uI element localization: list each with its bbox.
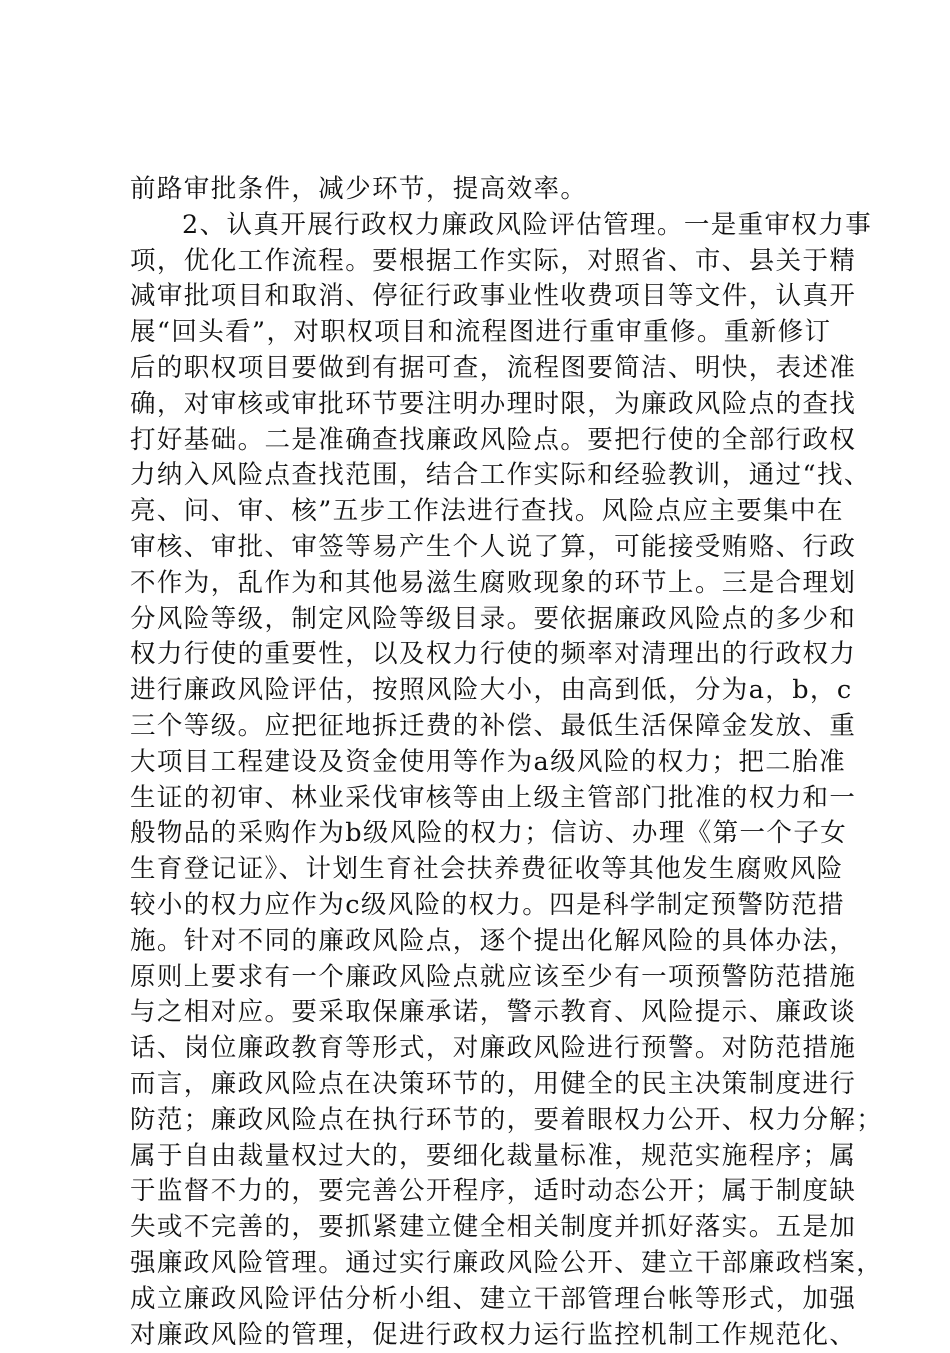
text-line: 确，对审核或审批环节要注明办理时限，为廉政风险点的查找 xyxy=(130,387,840,423)
text-line: 话、岗位廉政教育等形式，对廉政风险进行预警。对防范措施 xyxy=(130,1031,840,1067)
text-line: 原则上要求有一个廉政风险点就应该至少有一项预警防范措施 xyxy=(130,960,840,996)
text-line: 减审批项目和取消、停征行政事业性收费项目等文件，认真开 xyxy=(130,279,840,315)
text-line: 般物品的采购作为b级风险的权力；信访、办理《第一个子女 xyxy=(130,816,840,852)
body-text xyxy=(130,172,840,1353)
paragraph-start-line: 2、认真开展行政权力廉政风险评估管理。一是重审权力事 xyxy=(130,208,840,244)
text-line: 属于自由裁量权过大的，要细化裁量标准，规范实施程序；属 xyxy=(130,1139,840,1175)
text-line: 较小的权力应作为c级风险的权力。四是科学制定预警防范措 xyxy=(130,888,840,924)
text-line: 而言，廉政风险点在决策环节的，用健全的民主决策制度进行 xyxy=(130,1067,840,1103)
text-line: 失或不完善的，要抓紧建立健全相关制度并抓好落实。五是加 xyxy=(130,1210,840,1246)
text-line: 项，优化工作流程。要根据工作实际，对照省、市、县关于精 xyxy=(130,244,840,280)
text-line: 施。针对不同的廉政风险点，逐个提出化解风险的具体办法， xyxy=(130,924,840,960)
text-line: 权力行使的重要性，以及权力行使的频率对清理出的行政权力 xyxy=(130,637,840,673)
text-line: 防范；廉政风险点在执行环节的，要着眼权力公开、权力分解； xyxy=(130,1103,840,1139)
text-line: 三个等级。应把征地拆迁费的补偿、最低生活保障金发放、重 xyxy=(130,709,840,745)
text-line: 进行廉政风险评估，按照风险大小，由高到低，分为a，b，c xyxy=(130,673,840,709)
text-line: 亮、问、审、核”五步工作法进行查找。风险点应主要集中在 xyxy=(130,494,840,530)
text-line: 与之相对应。要采取保廉承诺，警示教育、风险提示、廉政谈 xyxy=(130,995,840,1031)
text-line: 成立廉政风险评估分析小组、建立干部管理台帐等形式，加强 xyxy=(130,1282,840,1318)
text-line: 分风险等级，制定风险等级目录。要依据廉政风险点的多少和 xyxy=(130,602,840,638)
text-line: 不作为，乱作为和其他易滋生腐败现象的环节上。三是合理划 xyxy=(130,566,840,602)
text-line: 生育登记证》、计划生育社会扶养费征收等其他发生腐败风险 xyxy=(130,852,840,888)
text-line: 审核、审批、审签等易产生个人说了算，可能接受贿赂、行政 xyxy=(130,530,840,566)
text-line: 打好基础。二是准确查找廉政风险点。要把行使的全部行政权 xyxy=(130,423,840,459)
text-line: 生证的初审、林业采伐审核等由上级主管部门批准的权力和一 xyxy=(130,781,840,817)
text-line: 大项目工程建设及资金使用等作为a级风险的权力；把二胎准 xyxy=(130,745,840,781)
text-line: 展“回头看”，对职权项目和流程图进行重审重修。重新修订 xyxy=(130,315,840,351)
text-line: 前路审批条件，减少环节，提高效率。 xyxy=(130,172,840,208)
text-line: 于监督不力的，要完善公开程序，适时动态公开；属于制度缺 xyxy=(130,1174,840,1210)
text-line: 力纳入风险点查找范围，结合工作实际和经验教训，通过“找、 xyxy=(130,458,840,494)
text-line: 强廉政风险管理。通过实行廉政风险公开、建立干部廉政档案， xyxy=(130,1246,840,1282)
text-line: 后的职权项目要做到有据可查，流程图要简洁、明快，表述准 xyxy=(130,351,840,387)
text-line: 对廉政风险的管理，促进行政权力运行监控机制工作规范化、 xyxy=(130,1318,840,1353)
